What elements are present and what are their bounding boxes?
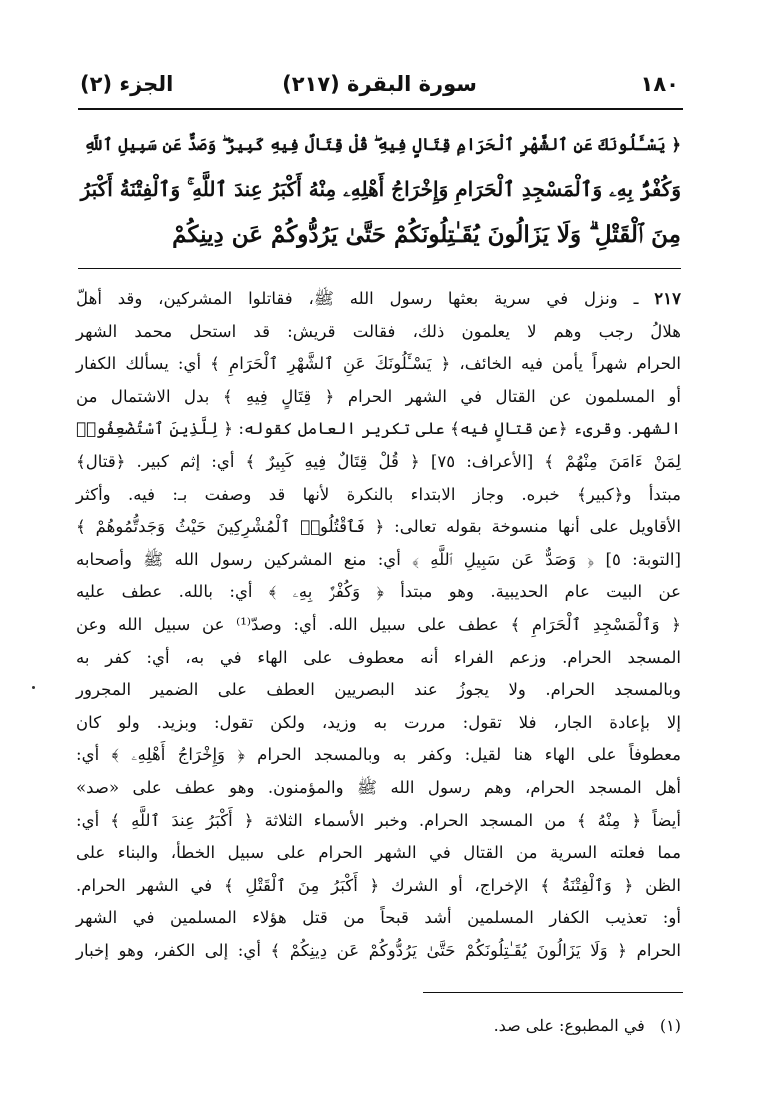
quran-verse-block [78, 122, 681, 257]
commentary-line: معطوفاً على الهاء هنا لقيل: وكفر به وبالمسجد الحرام ﴿ وَإِخْرَاجُ أَهْلِهِۦ ﴾ أي: [76, 745, 681, 765]
commentary-line: ﴿ وَٱلْمَسْجِدِ ٱلْحَرَامِ ﴾ عطف على سبيل الله. أي: وصدّ⁽¹⁾ عن سبيل الله وعن [76, 614, 681, 634]
quran-line: وَكُفْرٌۢ بِهِۦ وَٱلْمَسْجِدِ ٱلْحَرَامِ وَإِخْرَاجُ أَهْلِهِۦ مِنْهُ أَكْبَرُ عِندَ ٱللَّهِ ۚ وَٱلْفِتْنَةُ أَكْبَرُ [80, 177, 681, 201]
quran-line: ﴿ يَسْـَٔلُونَكَ عَنِ ٱلشَّهْرِ ٱلْحَرَامِ قِتَالٍ فِيهِ ۖ قُلْ قِتَالٌ فِيهِ كَبِيرٌ ۖ وَصَدٌّ عَن سَبِيلِ ٱللَّهِ [83, 135, 681, 154]
commentary-line: أو المسلمون عن القتال في الشهر الحرام ﴿ قِتَالٍ فِيهِ ﴾ بدل الاشتمال من [76, 386, 681, 406]
footnote-marker: (١) [659, 1016, 681, 1035]
commentary-line: هلالُ رجب وهم لا يعلمون ذلك، فقالت قريش: قد استحل محمد الشهر [76, 321, 681, 341]
commentary-line: أو: تعذيب الكفار المسلمين أشد قبحاً من قتل هؤلاء المسلمين في الشهر [76, 908, 681, 928]
commentary-line-text: ـ ونزل في سرية بعثها رسول الله ﷺ، فقاتلوا المشركين، وقد أهلّ [76, 289, 639, 308]
commentary-line: وبالمسجد الحرام. ولا يجوزُ عند البصريين العطف على الضمير المجرور [76, 680, 681, 700]
commentary-line: عن البيت عام الحديبية. وهو مبتدأ ﴿ وَكُفْرٌۢ بِهِۦ ﴾ أي: بالله. عطف عليه [76, 582, 681, 602]
page-number: ١٨٠ [640, 72, 679, 96]
commentary-line: أيضاً ﴿ مِنْهُ ﴾ من المسجد الحرام. وخبر الأسماء الثلاثة ﴿ أَكْبَرُ عِندَ ٱللَّهِ ﴾ أي: [76, 810, 681, 830]
commentary-line: إلا بإعادة الجار، فلا تقول: مررت به وزيد، ولكن تقول: وبزيد. ولو كان [76, 712, 681, 732]
juz-label: الجزء (٢) [80, 72, 174, 96]
surah-title: سورة البقرة (٢١٧) [282, 72, 477, 96]
verse-number: ٢١٧ [654, 288, 681, 308]
quran-line: مِنَ ٱلْقَتْلِ ۗ وَلَا يَزَالُونَ يُقَـٰتِلُونَكُمْ حَتَّىٰ يَرُدُّوكُمْ عَن دِينِكُمْ [172, 221, 681, 248]
page-header [80, 68, 679, 108]
commentary-line: الحرام ﴿ وَلَا يَزَالُونَ يُقَـٰتِلُونَكُمْ حَتَّىٰ يَرُدُّوكُمْ عَن دِينِكُمْ ﴾ أي: إلى الكفر، وهو إخبار [76, 940, 681, 960]
commentary-line: [التوبة: ٥] ﴿ وَصَدٌّ عَن سَبِيلِ ٱللَّهِ ﴾ أي: منع المشركين رسول الله ﷺ وأصحابه [76, 549, 681, 569]
commentary-line [76, 282, 681, 316]
footnote-text: في المطبوع: على صد. [493, 1016, 645, 1035]
commentary-line: مبتدأ و﴿كبير﴾ خبره. وجاز الابتداء بالنكرة لأنها قد وصفت بـ: فيه. وأكثر [76, 484, 681, 504]
commentary-line: الأقاويل على أنها منسوخة بقوله تعالى: ﴿ فَٱقْتُلُوا۟ ٱلْمُشْرِكِينَ حَيْثُ وَجَدتُّمُوهُمْ ﴾ [76, 517, 681, 537]
footnote-divider [423, 992, 683, 993]
header-divider [78, 108, 683, 110]
quran-divider [78, 268, 681, 269]
commentary-line: الظن ﴿ وَٱلْفِتْنَةُ ﴾ الإخراج، أو الشرك ﴿ أَكْبَرُ مِنَ ٱلْقَتْلِ ﴾ في الشهر الحرام. [76, 875, 681, 895]
commentary-line: لِمَنْ ءَامَنَ مِنْهُمْ ﴾ [الأعراف: ٧٥] ﴿ قُلْ قِتَالٌ فِيهِ كَبِيرٌ ﴾ أي: إثم كبير. ﴿قتال﴾ [76, 451, 682, 471]
footnote [494, 1016, 681, 1035]
commentary-line: مما فعلته السرية من القتال في الشهر الحرام على سبيل الخطأ، والبناء على [76, 843, 681, 863]
margin-mark [32, 686, 35, 689]
commentary-line: المسجد الحرام. وزعم الفراء أنه معطوف على الهاء في به، أي: كفر به [76, 647, 681, 667]
commentary-line: أهل المسجد الحرام، وهم رسول الله ﷺ والمؤمنون. وهو عطف على «صد» [76, 777, 681, 797]
commentary-text [76, 282, 681, 967]
commentary-line: الحرام شهراً يأمن فيه الخائف، ﴿ يَسْـَٔلُونَكَ عَنِ ٱلشَّهْرِ ٱلْحَرَامِ ﴾ أي: يسألك الكفار [76, 354, 681, 374]
commentary-line: الشهر. وقرىء ﴿عن قتالٍ فيه﴾ على تكرير العامل كقوله: ﴿ لِلَّذِينَ ٱسْتُضْعِفُوا۟ [76, 419, 681, 439]
